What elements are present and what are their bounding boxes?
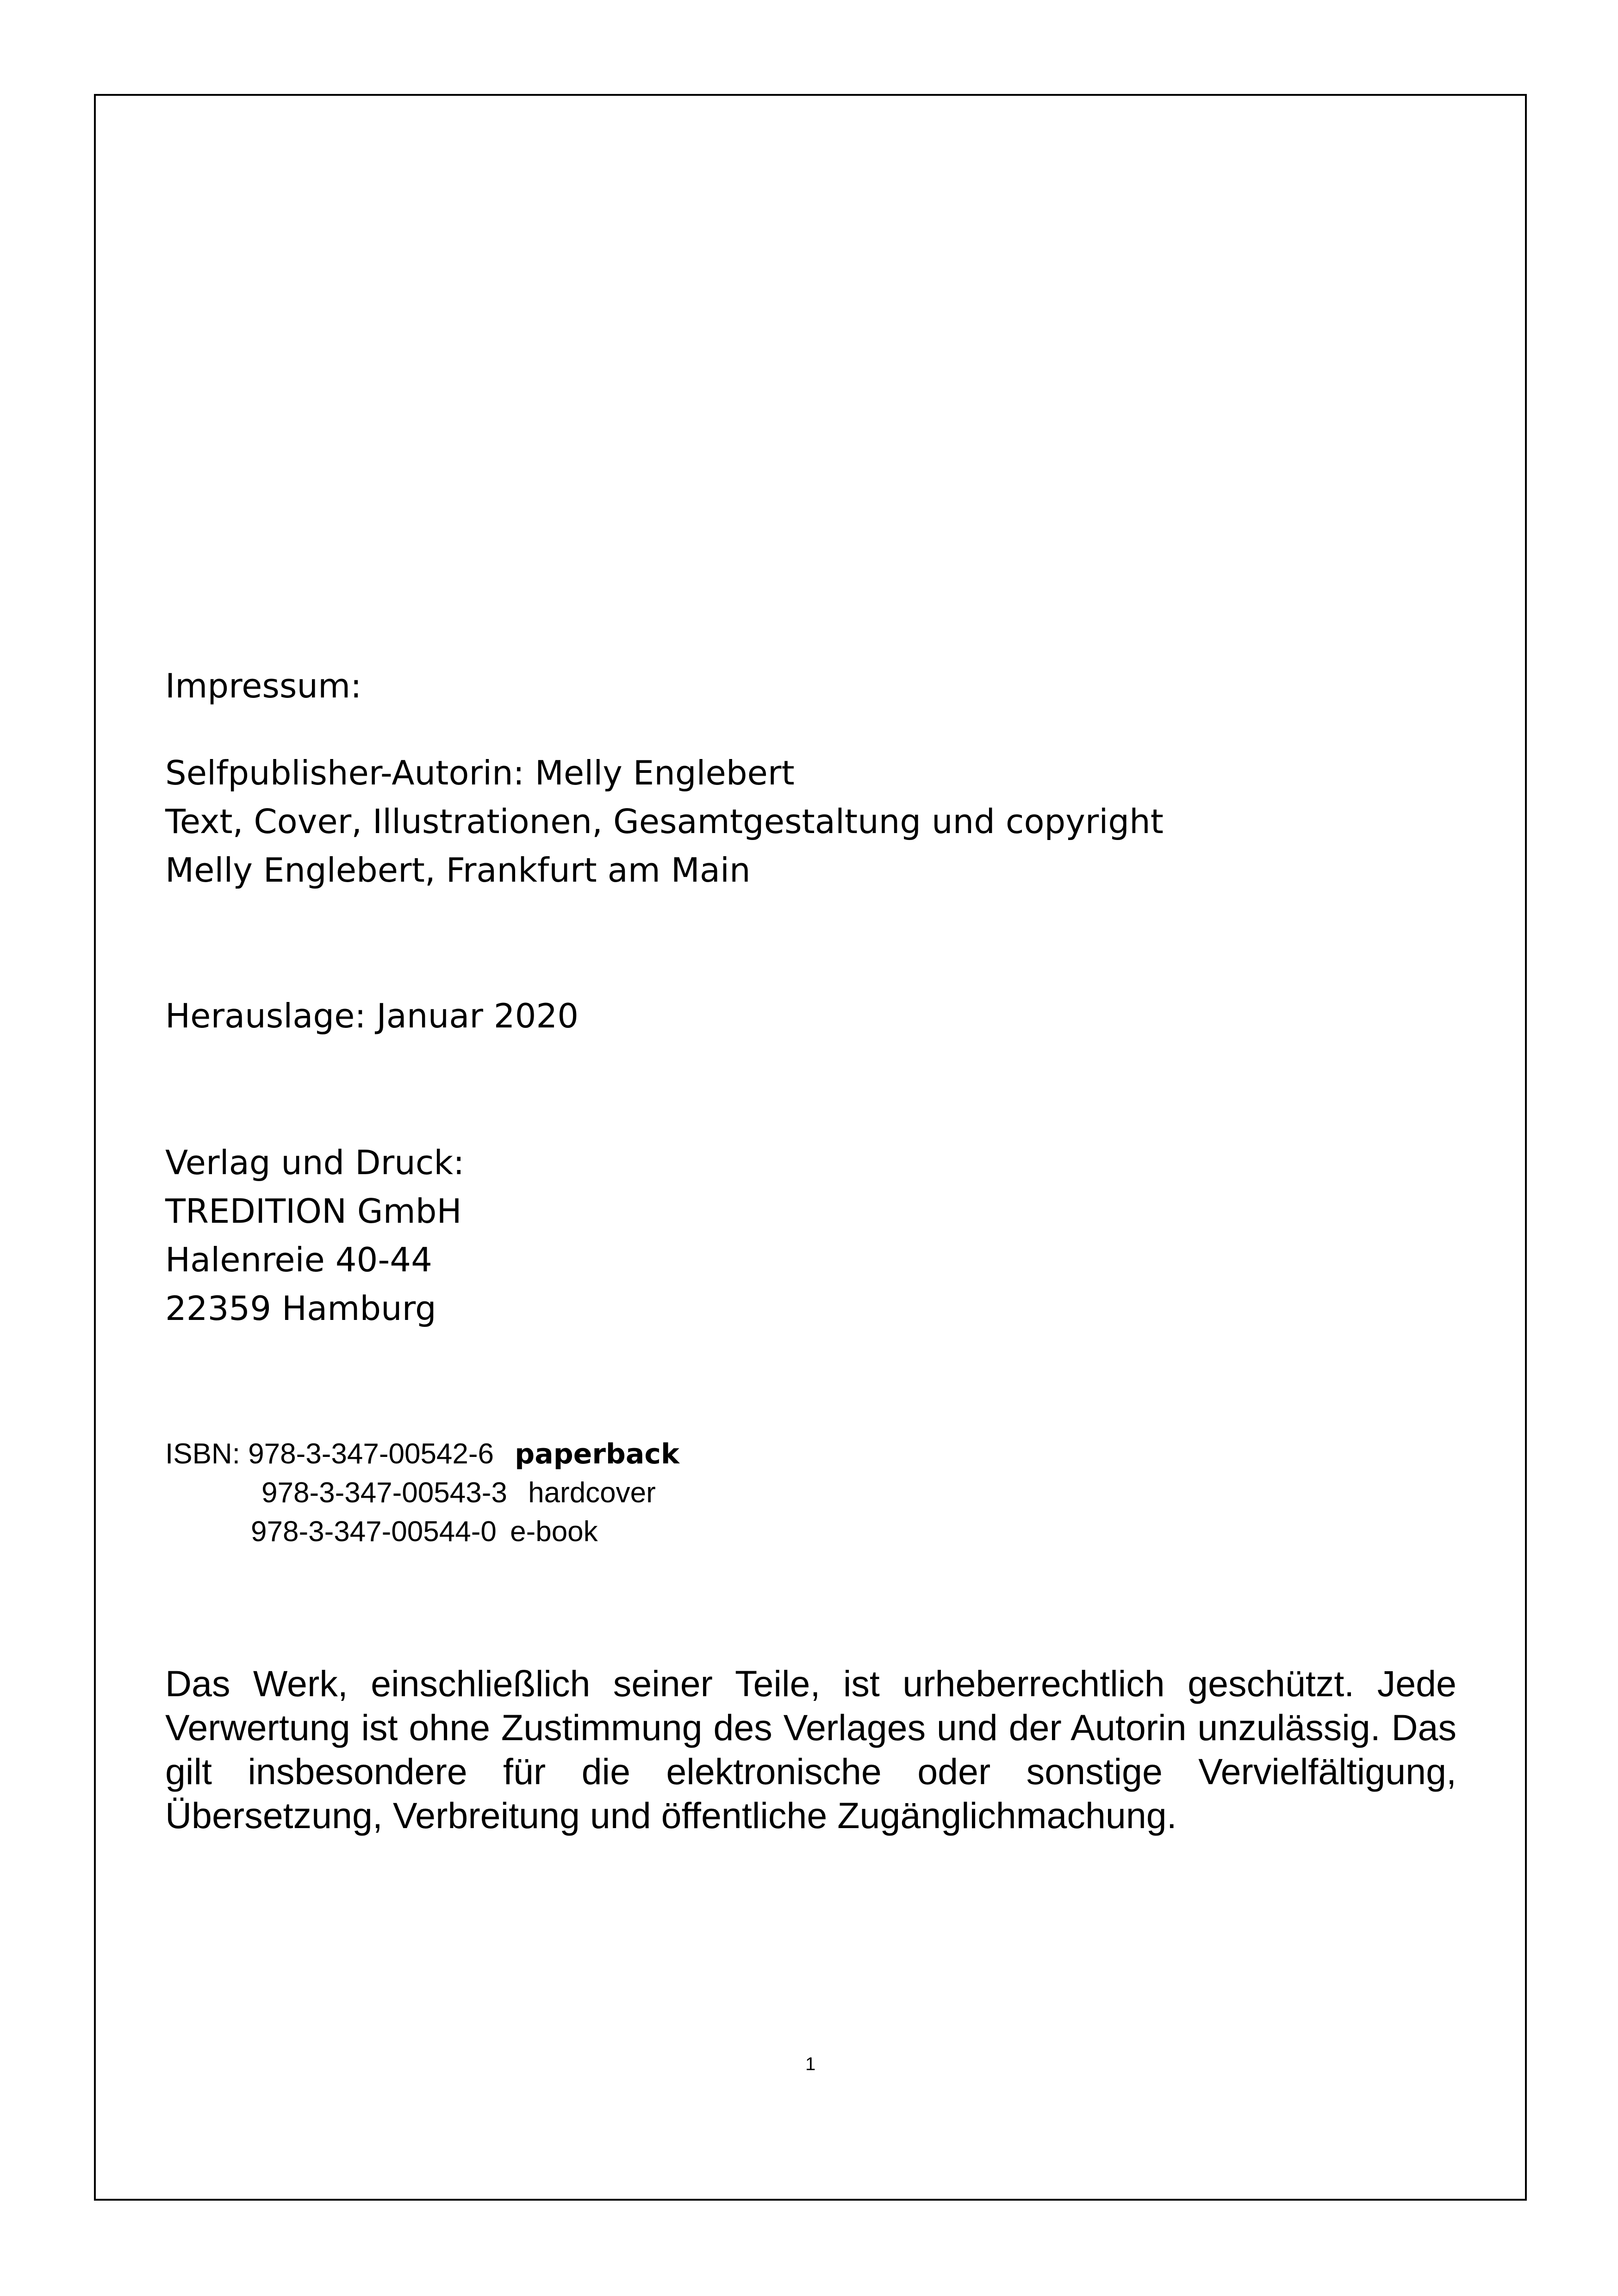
isbn-number: 978-3-347-00544-0 (251, 1516, 497, 1548)
publisher-street: Halenreie 40-44 (165, 1240, 432, 1279)
isbn-format: hardcover (528, 1477, 656, 1509)
page-number: 1 (805, 2054, 816, 2074)
imprint-heading (165, 662, 361, 710)
isbn-format: e-book (510, 1516, 598, 1548)
author-block (165, 749, 1164, 895)
isbn-block (165, 1435, 679, 1551)
publisher-city: 22359 Hamburg (165, 1289, 436, 1328)
release-date (165, 992, 579, 1040)
publisher-block (165, 1139, 464, 1333)
credits-line: Text, Cover, Illustrationen, Gesamtgestaltung und copyright (165, 802, 1164, 841)
isbn-row-paperback (165, 1435, 679, 1474)
author-line: Selfpublisher-Autorin: Melly Englebert (165, 753, 795, 792)
isbn-number: 978-3-347-00542-6 (248, 1438, 494, 1470)
release-date-text: Herauslage: Januar 2020 (165, 996, 579, 1035)
author-location-line: Melly Englebert, Frankfurt am Main (165, 851, 751, 890)
isbn-row-ebook (165, 1512, 679, 1551)
isbn-format: paperback (515, 1438, 679, 1470)
publisher-name: TREDITION GmbH (165, 1192, 462, 1231)
legal-notice: Das Werk, einschließlich seiner Teile, ist urheberrechtlich geschützt. Jede Verwertung ist ohne Zustimmung des Verlages und der Autorin unzulässig. Das gilt insbesondere für die elektronische oder sonstige Vervielfältigung, Übersetzung, Verbreitung und öffentliche Zugänglichmachung. (165, 1663, 1456, 1836)
isbn-label: ISBN: (165, 1438, 240, 1470)
isbn-number: 978-3-347-00543-3 (261, 1477, 507, 1509)
imprint-heading-text: Impressum: (165, 666, 362, 705)
publisher-label: Verlag und Druck: (165, 1143, 465, 1182)
isbn-row-hardcover (165, 1474, 679, 1512)
